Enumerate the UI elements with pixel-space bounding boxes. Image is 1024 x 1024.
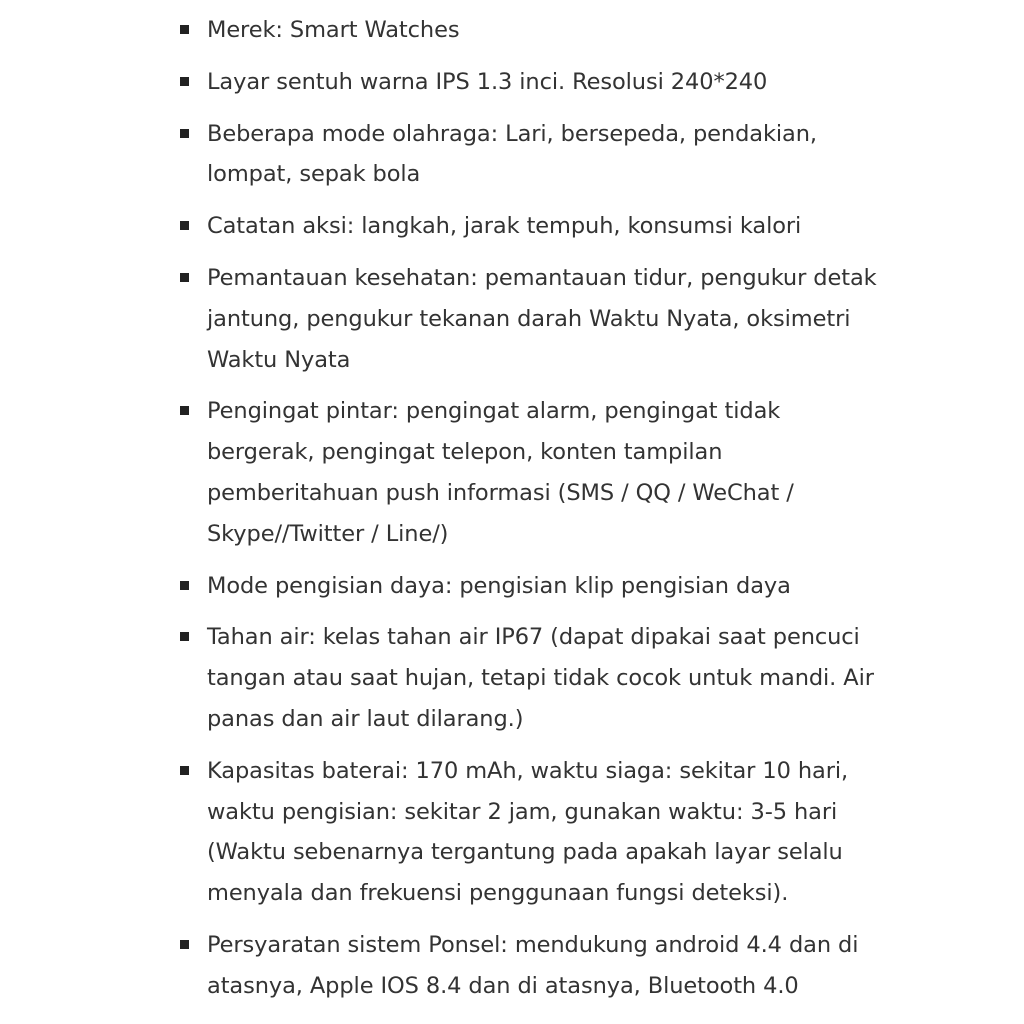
- spec-item-smart-reminders: [180, 391, 880, 554]
- spec-text: Tahan air: kelas tahan air IP67 (dapat dipakai saat pencuci tangan atau saat hujan, tetapi tidak cocok untuk mandi. Air panas dan air laut dilarang.): [207, 624, 874, 732]
- spec-text: Pemantauan kesehatan: pemantauan tidur, pengukur detak jantung, pengukur tekanan darah Waktu Nyata, oksimetri Waktu Nyata: [207, 264, 877, 373]
- spec-text: Kapasitas baterai: 170 mAh, waktu siaga: sekitar 10 hari, waktu pengisian: sekitar 2 jam, gunakan waktu: 3-5 hari (Waktu sebenarnya tergantung pada apakah layar selalu menyala dan frekuensi penggunaan fungsi deteksi).: [207, 757, 849, 907]
- spec-item-brand: [180, 10, 880, 51]
- square-bullet-icon: [180, 129, 189, 138]
- spec-text: Layar sentuh warna IPS 1.3 inci. Resolusi 240*240: [207, 68, 768, 95]
- spec-list: [180, 10, 880, 1018]
- spec-text: Catatan aksi: langkah, jarak tempuh, konsumsi kalori: [207, 213, 802, 240]
- spec-text: Mode pengisian daya: pengisian klip pengisian daya: [207, 572, 791, 599]
- spec-item-screen: [180, 62, 880, 103]
- square-bullet-icon: [180, 766, 189, 775]
- square-bullet-icon: [180, 273, 189, 282]
- square-bullet-icon: [180, 77, 189, 86]
- spec-item-charging-mode: [180, 566, 880, 607]
- spec-item-water-resistance: [180, 617, 880, 739]
- spec-text: Pengingat pintar: pengingat alarm, pengingat tidak bergerak, pengingat telepon, konten tampilan pemberitahuan push informasi (SMS / QQ / WeChat / Skype//Twitter / Line/): [207, 398, 794, 547]
- spec-item-activity-log: [180, 206, 880, 247]
- square-bullet-icon: [180, 221, 189, 230]
- square-bullet-icon: [180, 581, 189, 590]
- spec-text: Persyaratan sistem Ponsel: mendukung android 4.4 dan di atasnya, Apple IOS 8.4 dan di atasnya, Bluetooth 4.0: [207, 931, 859, 999]
- spec-item-health-monitoring: [180, 258, 880, 380]
- spec-text: Merek: Smart Watches: [207, 17, 460, 43]
- square-bullet-icon: [180, 940, 189, 949]
- spec-item-sport-modes: [180, 114, 880, 196]
- spec-item-system-requirements: [180, 925, 880, 1007]
- square-bullet-icon: [180, 406, 189, 415]
- spec-text: Beberapa mode olahraga: Lari, bersepeda, pendakian, lompat, sepak bola: [207, 120, 817, 188]
- spec-item-battery: [180, 751, 880, 914]
- square-bullet-icon: [180, 632, 189, 641]
- square-bullet-icon: [180, 25, 189, 34]
